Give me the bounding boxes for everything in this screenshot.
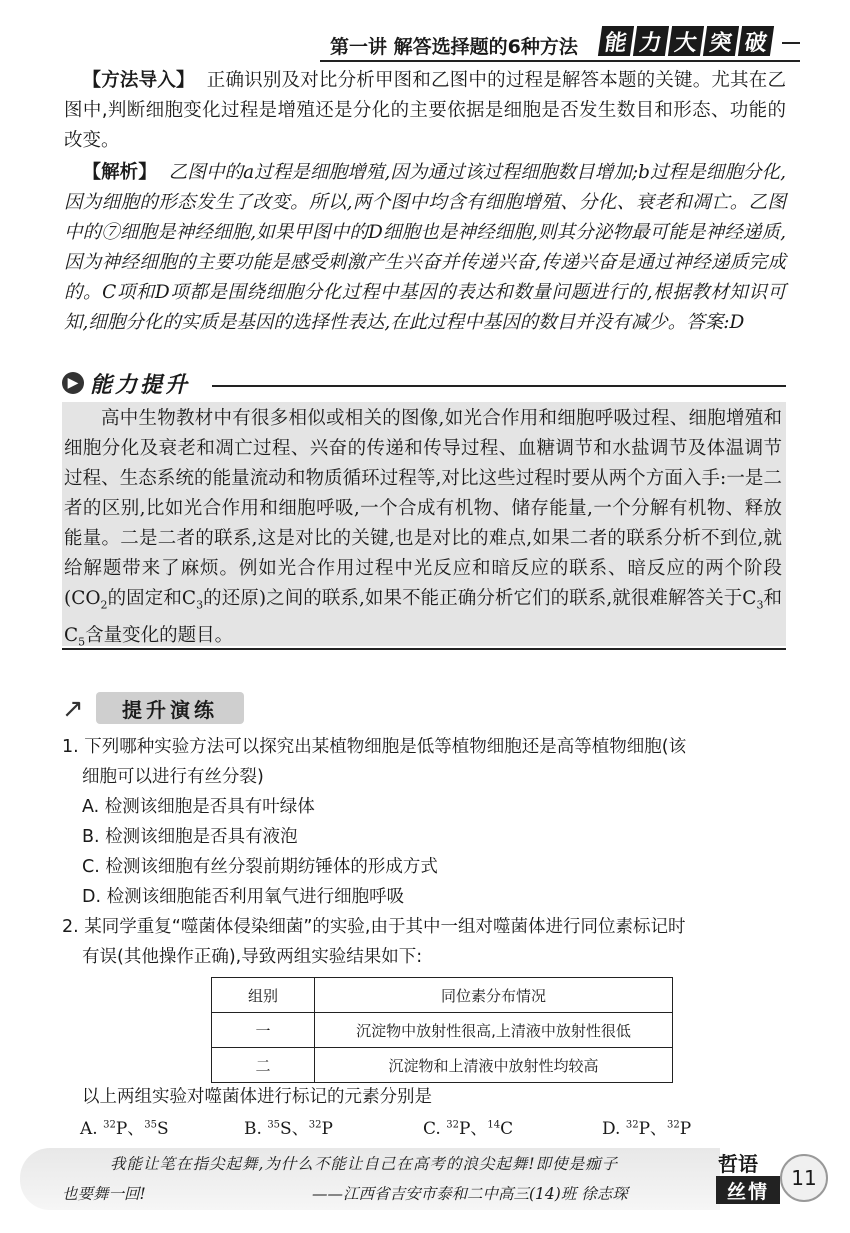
- header-rule-end: [782, 42, 800, 44]
- page-header: [320, 22, 800, 62]
- ability-text: [64, 404, 782, 657]
- q2-followup: [62, 1082, 786, 1112]
- page-number: 11: [780, 1154, 828, 1202]
- analysis-text: 乙图中的a过程是细胞增殖,因为通过该过程细胞数目增加;b过程是细胞分化,因为细胞的形态发生了改变。所以,两个图中均含有细胞增殖、分化、衰老和凋亡。乙图中的⑦细胞是神经细胞,如果甲图中的D细胞也是神经细胞,则其分泌物最可能是神经递质,因为神经细胞的主要功能是感受刺激产生兴奋并传递兴奋,传递兴奋是通过神经递质完成的。C项和D项都是围绕细胞分化过程中基因的表达和数量问题进行的,根据教材知识可知,细胞分化的实质是基因的选择性表达,在此过程中基因的数目并没有减少。答案:D: [64, 162, 786, 333]
- q1-option-b: B. 检测该细胞是否具有液泡: [82, 827, 298, 847]
- ability-text-part: 高中生物教材中有很多相似或相关的图像,如光合作用和细胞呼吸过程、细胞增殖和细胞分化及衰老和凋亡过程、兴奋的传递和传导过程、血糖调节和水盐调节及体温调节过程、生态系统的能量流动和物质循环过程等,对比这些过程时要从两个方面入手:一是二者的区别,比如光合作用和细胞呼吸,一个合成有机物、储存能量,一个分解有机物、释放能量。二是二者的联系,这是对比的关键,也是对比的难点,如果二者的联系分析不到位,就给解题带来了麻烦。例如光合作用过程中光反应和暗反应的联系、暗反应的两个阶段(CO: [64, 408, 782, 609]
- check-arrow-icon: ↗: [62, 694, 84, 724]
- question-2: [62, 912, 786, 972]
- section-badges: [600, 26, 772, 56]
- practice-heading: [62, 690, 252, 728]
- badge-char: 力: [633, 26, 669, 56]
- q2-stem-cont: 有误(其他操作正确),导致两组实验结果如下:: [82, 947, 423, 967]
- table-cell: 一: [212, 1013, 315, 1048]
- badge-char: 破: [738, 26, 774, 56]
- subscript: 3: [196, 598, 204, 612]
- subscript: 3: [756, 598, 764, 612]
- subscript: 2: [100, 598, 108, 612]
- brand-top: 哲语: [718, 1152, 758, 1176]
- practice-title: 提升演练: [96, 692, 244, 724]
- table-row: [212, 1013, 673, 1048]
- q2-option-a: A. $^{32}$P、$^{35}$S: [80, 1119, 169, 1139]
- brand-bottom: 丝情: [716, 1176, 780, 1204]
- badge-char: 能: [598, 26, 634, 56]
- question-1: [62, 732, 786, 912]
- analysis-section: [64, 158, 786, 338]
- q1-option-d: D. 检测该细胞能否利用氧气进行细胞呼吸: [82, 887, 405, 907]
- q2-option-b: B. $^{35}$S、$^{32}$P: [244, 1119, 333, 1139]
- q1-option-a: A. 检测该细胞是否具有叶绿体: [82, 797, 315, 817]
- q2-option-c: C. $^{32}$P、$^{14}$C: [423, 1119, 514, 1139]
- ability-text-part: 的固定和C: [107, 588, 197, 609]
- ability-text-part: 和C: [64, 588, 783, 646]
- ability-title: 能力提升: [90, 373, 191, 398]
- badge-char: 突: [703, 26, 739, 56]
- q2-option-d: D. $^{32}$P、$^{32}$P: [602, 1119, 692, 1139]
- chapter-title: 第一讲 解答选择题的6种方法: [330, 36, 578, 58]
- q1-stem: 1. 下列哪种实验方法可以探究出某植物细胞是低等植物细胞还是高等植物细胞(该: [62, 737, 687, 757]
- table-header-row: [212, 978, 673, 1013]
- q1-option-c: C. 检测该细胞有丝分裂前期纺锤体的形成方式: [82, 857, 438, 877]
- table-row: [212, 1048, 673, 1083]
- ability-bottom-rule: [62, 648, 786, 650]
- subscript: 5: [78, 635, 86, 649]
- table-cell: 二: [212, 1048, 315, 1083]
- table-header: 同位素分布情况: [315, 978, 673, 1013]
- ability-rule: [212, 385, 786, 387]
- badge-char: 大: [668, 26, 704, 56]
- q2-stem: 2. 某同学重复“噬菌体侵染细菌”的实验,由于其中一组对噬菌体进行同位素标记时: [62, 917, 686, 937]
- table-header: 组别: [212, 978, 315, 1013]
- q2-options: [80, 1114, 700, 1142]
- intro-text: 正确识别及对比分析甲图和乙图中的过程是解答本题的关键。尤其在乙图中,判断细胞变化过程是增殖还是分化的主要依据是细胞是否发生数目和形态、功能的改变。: [64, 70, 786, 151]
- analysis-label: 【解析】: [82, 162, 157, 183]
- intro-label: 【方法导入】: [82, 70, 195, 91]
- ability-heading: [62, 370, 786, 400]
- play-arrow-icon: ▶: [62, 372, 84, 394]
- brand-logo: [716, 1148, 782, 1210]
- footer-quote: 我能让笔在指尖起舞,为什么不能让自己在高考的浪尖起舞!即使是痂子: [110, 1155, 619, 1173]
- q1-stem-cont: 细胞可以进行有丝分裂): [82, 767, 264, 787]
- q2-followup-text: 以上两组实验对噬菌体进行标记的元素分别是: [82, 1087, 432, 1107]
- method-intro: [64, 66, 786, 156]
- header-rule: [320, 60, 800, 62]
- table-cell: 沉淀物中放射性很高,上清液中放射性很低: [315, 1013, 673, 1048]
- table-cell: 沉淀物和上清液中放射性均较高: [315, 1048, 673, 1083]
- ability-text-part: 含量变化的题目。: [85, 624, 234, 646]
- footer-attribution: ——江西省吉安市泰和二中高三(14)班 徐志琛: [312, 1185, 628, 1203]
- result-table: [211, 977, 673, 1083]
- page-footer: [0, 1148, 850, 1233]
- footer-quote-cont: 也要舞一回!: [62, 1185, 146, 1203]
- ability-text-part: 的还原)之间的联系,如果不能正确分析它们的联系,就很难解答关于C: [203, 588, 757, 609]
